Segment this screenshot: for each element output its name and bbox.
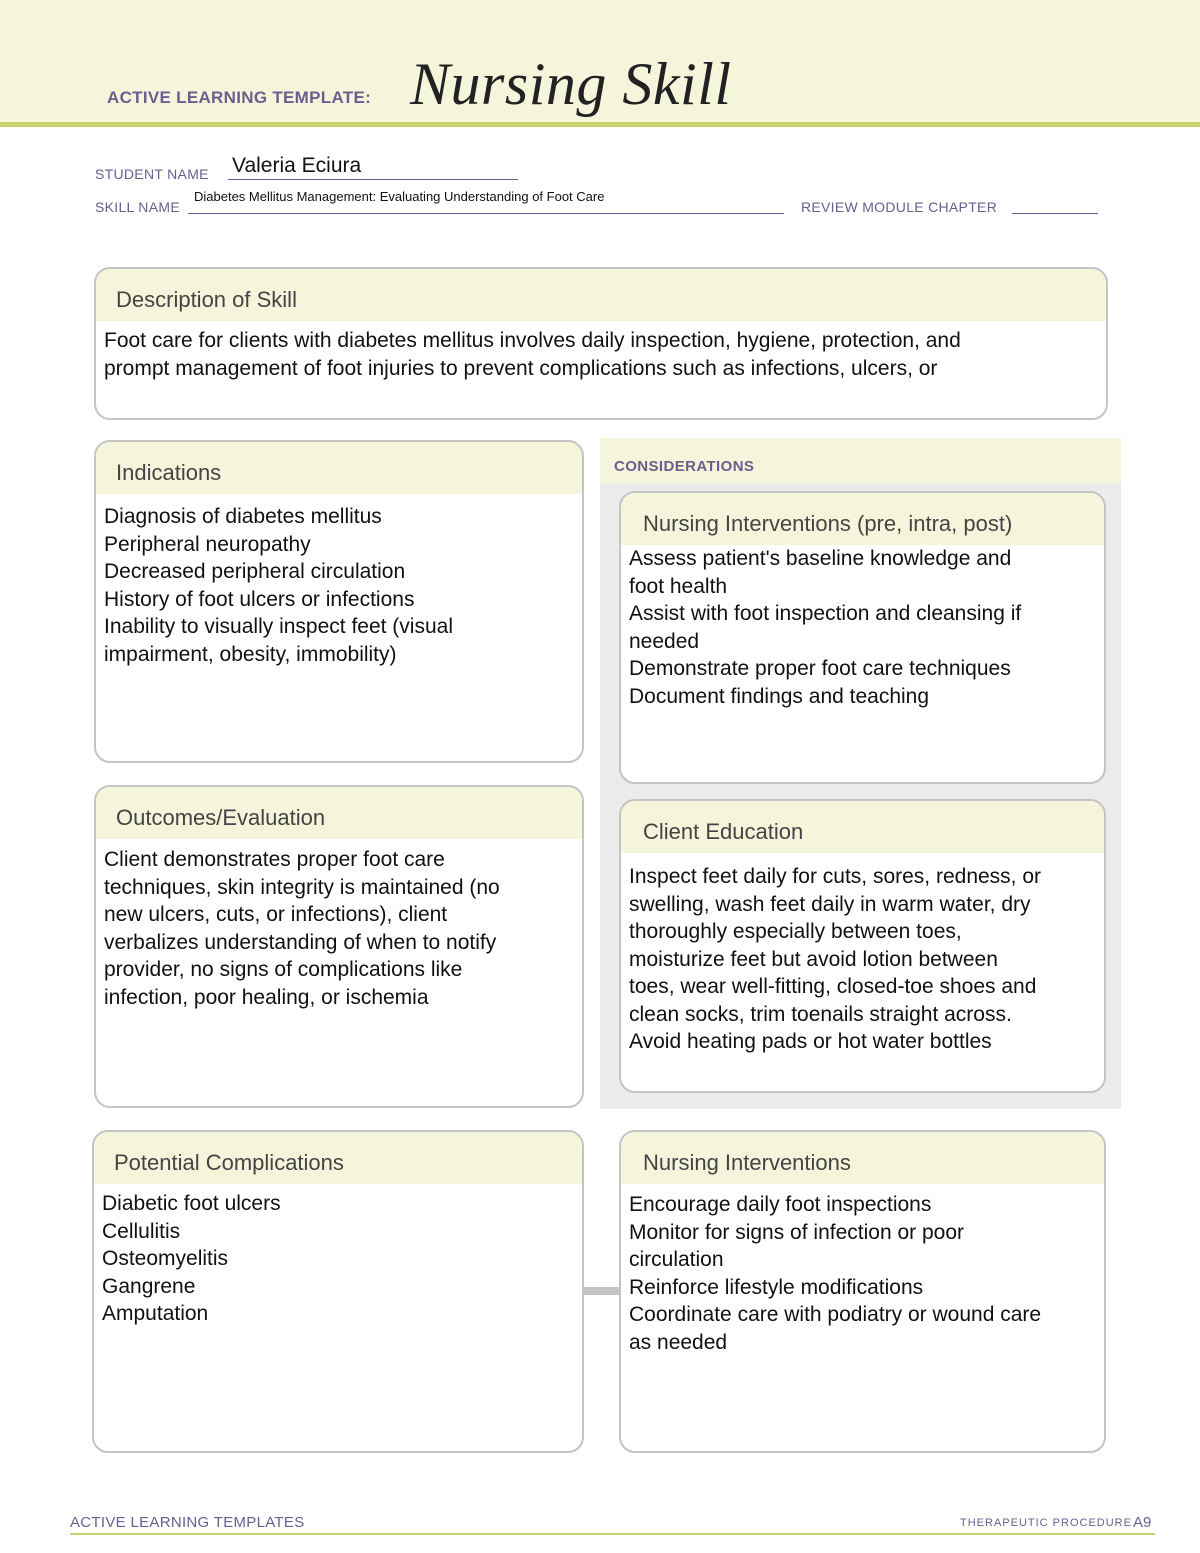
- page-number: A9: [1133, 1514, 1152, 1531]
- complications-line: Cellulitis: [102, 1219, 181, 1243]
- client-education-body[interactable]: [621, 853, 1104, 1056]
- skill-name-field[interactable]: Diabetes Mellitus Management: Evaluating Understanding of Foot Care: [194, 189, 605, 204]
- nip-line: foot health: [629, 574, 728, 598]
- footer-left: ACTIVE LEARNING TEMPLATES: [70, 1514, 305, 1531]
- client-education-line: moisturize feet but avoid lotion between: [629, 947, 998, 971]
- description-title: Description of Skill: [96, 269, 1106, 321]
- student-name-field[interactable]: Valeria Eciura: [232, 154, 362, 177]
- template-label: ACTIVE LEARNING TEMPLATE:: [107, 88, 372, 107]
- outcomes-line: techniques, skin integrity is maintained (no: [104, 875, 500, 899]
- student-name-label: STUDENT NAME: [95, 166, 209, 182]
- nursing-interventions-line: Monitor for signs of infection or poor: [629, 1220, 964, 1244]
- nursing-interventions-line: circulation: [629, 1248, 724, 1271]
- nip-line: Assist with foot inspection and cleansing if: [629, 602, 1022, 625]
- nursing-interventions-line: as needed: [629, 1330, 728, 1354]
- nursing-interventions-line: Reinforce lifestyle modifications: [629, 1275, 924, 1299]
- outcomes-line: new ulcers, cuts, or infections), client: [104, 903, 448, 926]
- complications-line: Amputation: [102, 1302, 209, 1325]
- indications-line: Diagnosis of diabetes mellitus: [104, 505, 382, 528]
- review-module-label: REVIEW MODULE CHAPTER: [801, 199, 998, 215]
- complications-line: Osteomyelitis: [102, 1247, 229, 1270]
- description-line: Foot care for clients with diabetes mellitus involves daily inspection, hygiene, protection, and: [104, 329, 961, 352]
- client-education-line: toes, wear well-fitting, closed-toe shoes and: [629, 975, 1037, 998]
- nip-line: needed: [629, 629, 700, 653]
- considerations-title: CONSIDERATIONS: [614, 458, 755, 475]
- outcomes-body[interactable]: [96, 839, 582, 1011]
- client-education-title: Client Education: [621, 801, 1104, 853]
- indications-line: impairment, obesity, immobility): [104, 642, 397, 666]
- complications-line: Diabetic foot ulcers: [102, 1192, 281, 1215]
- nursing-interventions-line: Encourage daily foot inspections: [629, 1193, 932, 1216]
- header-rule: [0, 122, 1200, 127]
- indications-box: [94, 440, 584, 763]
- complications-title: Potential Complications: [94, 1132, 582, 1184]
- indications-line: History of foot ulcers or infections: [104, 587, 415, 611]
- description-line: prompt management of foot injuries to prevent complications such as infections, ulcers, or: [104, 356, 938, 380]
- client-education-line: Inspect feet daily for cuts, sores, redness, or: [629, 865, 1042, 888]
- review-module-field[interactable]: [1012, 196, 1098, 214]
- nursing-interventions-pip-body[interactable]: [621, 545, 1104, 710]
- client-education-line: clean socks, trim toenails straight across.: [629, 1002, 1012, 1026]
- complications-body[interactable]: [94, 1184, 582, 1328]
- footer-rule: [70, 1533, 1155, 1535]
- nursing-interventions-body[interactable]: [621, 1184, 1104, 1356]
- client-education-box: [619, 799, 1106, 1093]
- indications-line: Decreased peripheral circulation: [104, 560, 406, 583]
- nursing-interventions-pip-title: Nursing Interventions (pre, intra, post): [621, 493, 1104, 545]
- nursing-interventions-pip-box: [619, 491, 1106, 784]
- indications-body[interactable]: [96, 494, 582, 668]
- nip-line: Document findings and teaching: [629, 684, 930, 708]
- indications-line: Inability to visually inspect feet (visual: [104, 615, 453, 638]
- footer-right: THERAPEUTIC PROCEDURE: [960, 1517, 1132, 1529]
- indications-title: Indications: [96, 442, 582, 494]
- outcomes-line: infection, poor healing, or ischemia: [104, 985, 429, 1009]
- outcomes-line: provider, no signs of complications like: [104, 958, 463, 981]
- description-body[interactable]: [96, 321, 1106, 382]
- outcomes-title: Outcomes/Evaluation: [96, 787, 582, 839]
- complications-line: Gangrene: [102, 1274, 196, 1298]
- indications-line: Peripheral neuropathy: [104, 532, 311, 556]
- complications-box: [92, 1130, 584, 1453]
- outcomes-box: [94, 785, 584, 1108]
- client-education-line: thoroughly especially between toes,: [629, 920, 962, 943]
- outcomes-line: verbalizes understanding of when to notify: [104, 930, 497, 954]
- template-title: Nursing Skill: [410, 51, 732, 117]
- nip-line: Assess patient's baseline knowledge and: [629, 547, 1012, 570]
- nursing-interventions-box: [619, 1130, 1106, 1453]
- outcomes-line: Client demonstrates proper foot care: [104, 848, 445, 871]
- nip-line: Demonstrate proper foot care techniques: [629, 657, 1011, 680]
- description-box: [94, 267, 1108, 420]
- skill-name-label: SKILL NAME: [95, 199, 180, 215]
- client-education-line: swelling, wash feet daily in warm water, dry: [629, 892, 1031, 916]
- box-connector: [583, 1287, 620, 1295]
- nursing-interventions-line: Coordinate care with podiatry or wound care: [629, 1303, 1042, 1326]
- client-education-line: Avoid heating pads or hot water bottles: [629, 1030, 992, 1053]
- nursing-interventions-title: Nursing Interventions: [621, 1132, 1104, 1184]
